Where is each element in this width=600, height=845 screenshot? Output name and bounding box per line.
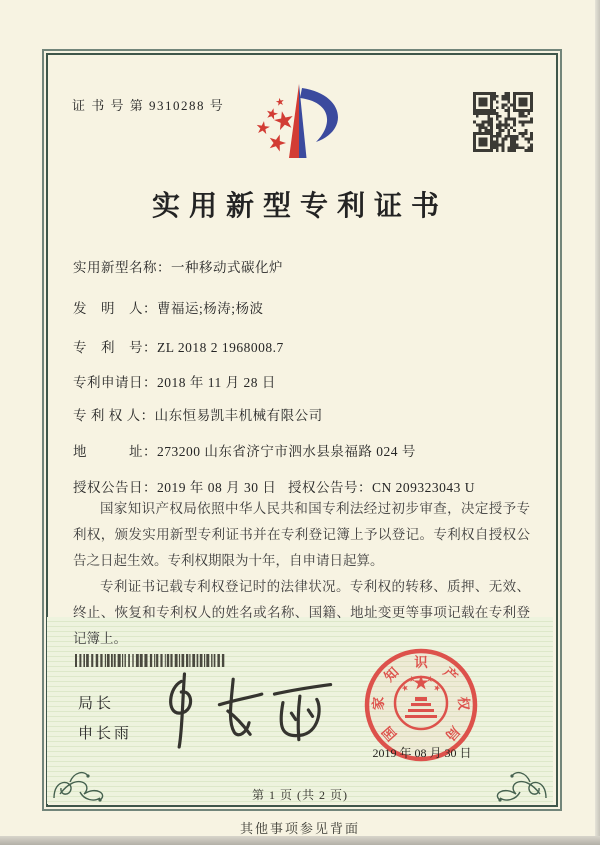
field-address <box>73 440 533 460</box>
director-signature-icon <box>158 668 338 753</box>
barcode-icon <box>75 654 227 667</box>
field-value: 2018 年 11 月 28 日 <box>157 375 276 390</box>
corner-ornament-right-icon <box>488 732 550 802</box>
seal-char: 局 <box>442 723 463 744</box>
seal-char: 权 <box>455 696 472 711</box>
field-value: CN 209323043 U <box>372 480 476 495</box>
qr-code-icon <box>473 92 533 152</box>
legal-paragraph-1: 国家知识产权局依照中华人民共和国专利法经过初步审查，决定授予专利权，颁发实用新型专利证书并在专利登记簿上予以登记。专利权自授权公告之日起生效。专利权期限为十年，自申请日起算。 <box>73 501 530 568</box>
field-inventors <box>73 297 533 317</box>
field-value: 曹福运;杨涛;杨波 <box>157 301 264 316</box>
field-value: 一种移动式碳化炉 <box>171 260 283 275</box>
qr-code <box>473 139 533 156</box>
field-value: 山东恒易凯丰机械有限公司 <box>154 408 323 423</box>
certificate-number: 证 书 号 第 9310288 号 <box>72 98 225 113</box>
scan-edge <box>0 836 600 845</box>
cnipa-logo-icon <box>232 62 372 162</box>
field-label: 专利申请日： <box>73 375 157 390</box>
seal-char: 知 <box>381 664 402 685</box>
field-label: 授权公告号： <box>288 480 372 495</box>
seal-char: 家 <box>370 696 387 711</box>
field-patentee <box>73 404 533 424</box>
seal-char: 国 <box>379 723 400 744</box>
footer-note: 其他事项参见背面 <box>239 821 360 836</box>
field-filing-date <box>73 371 533 391</box>
legal-paragraph-2: 专利证书记载专利权登记时的法律状况。专利权的转移、质押、无效、终止、恢复和专利权人的姓名或名称、国籍、地址变更等事项记载在专利登记簿上。 <box>73 579 530 646</box>
seal-char: 识 <box>414 655 428 670</box>
director-name: 申长雨 <box>78 726 133 742</box>
field-value: 2019 年 08 月 30 日 <box>157 480 277 495</box>
field-label: 实用新型名称： <box>73 260 171 275</box>
field-value: 273200 山东省济宁市泗水县泉福路 024 号 <box>157 444 416 459</box>
legal-text <box>73 496 530 652</box>
seal-char: 产 <box>440 664 461 685</box>
field-patent-number <box>73 336 533 356</box>
field-grant-announcement <box>73 476 533 496</box>
certificate-title: 实用新型专利证书 <box>151 191 448 222</box>
seal-date: 2019 年 08 月 30 日 <box>372 746 472 760</box>
corner-ornament-left-icon <box>50 732 112 802</box>
field-label: 发 明 人： <box>73 301 157 316</box>
field-grant-number <box>288 476 475 496</box>
field-label: 授权公告日： <box>73 480 157 495</box>
field-label: 专 利 号： <box>73 340 157 355</box>
field-utility-model-name <box>73 256 533 276</box>
director-title: 局长 <box>78 696 115 712</box>
field-label: 地 址： <box>73 444 157 459</box>
scan-edge <box>595 0 600 845</box>
page-number: 第 1 页 (共 2 页) <box>252 788 348 802</box>
field-value: ZL 2018 2 1968008.7 <box>157 340 284 355</box>
field-label: 专 利 权 人： <box>73 408 155 423</box>
